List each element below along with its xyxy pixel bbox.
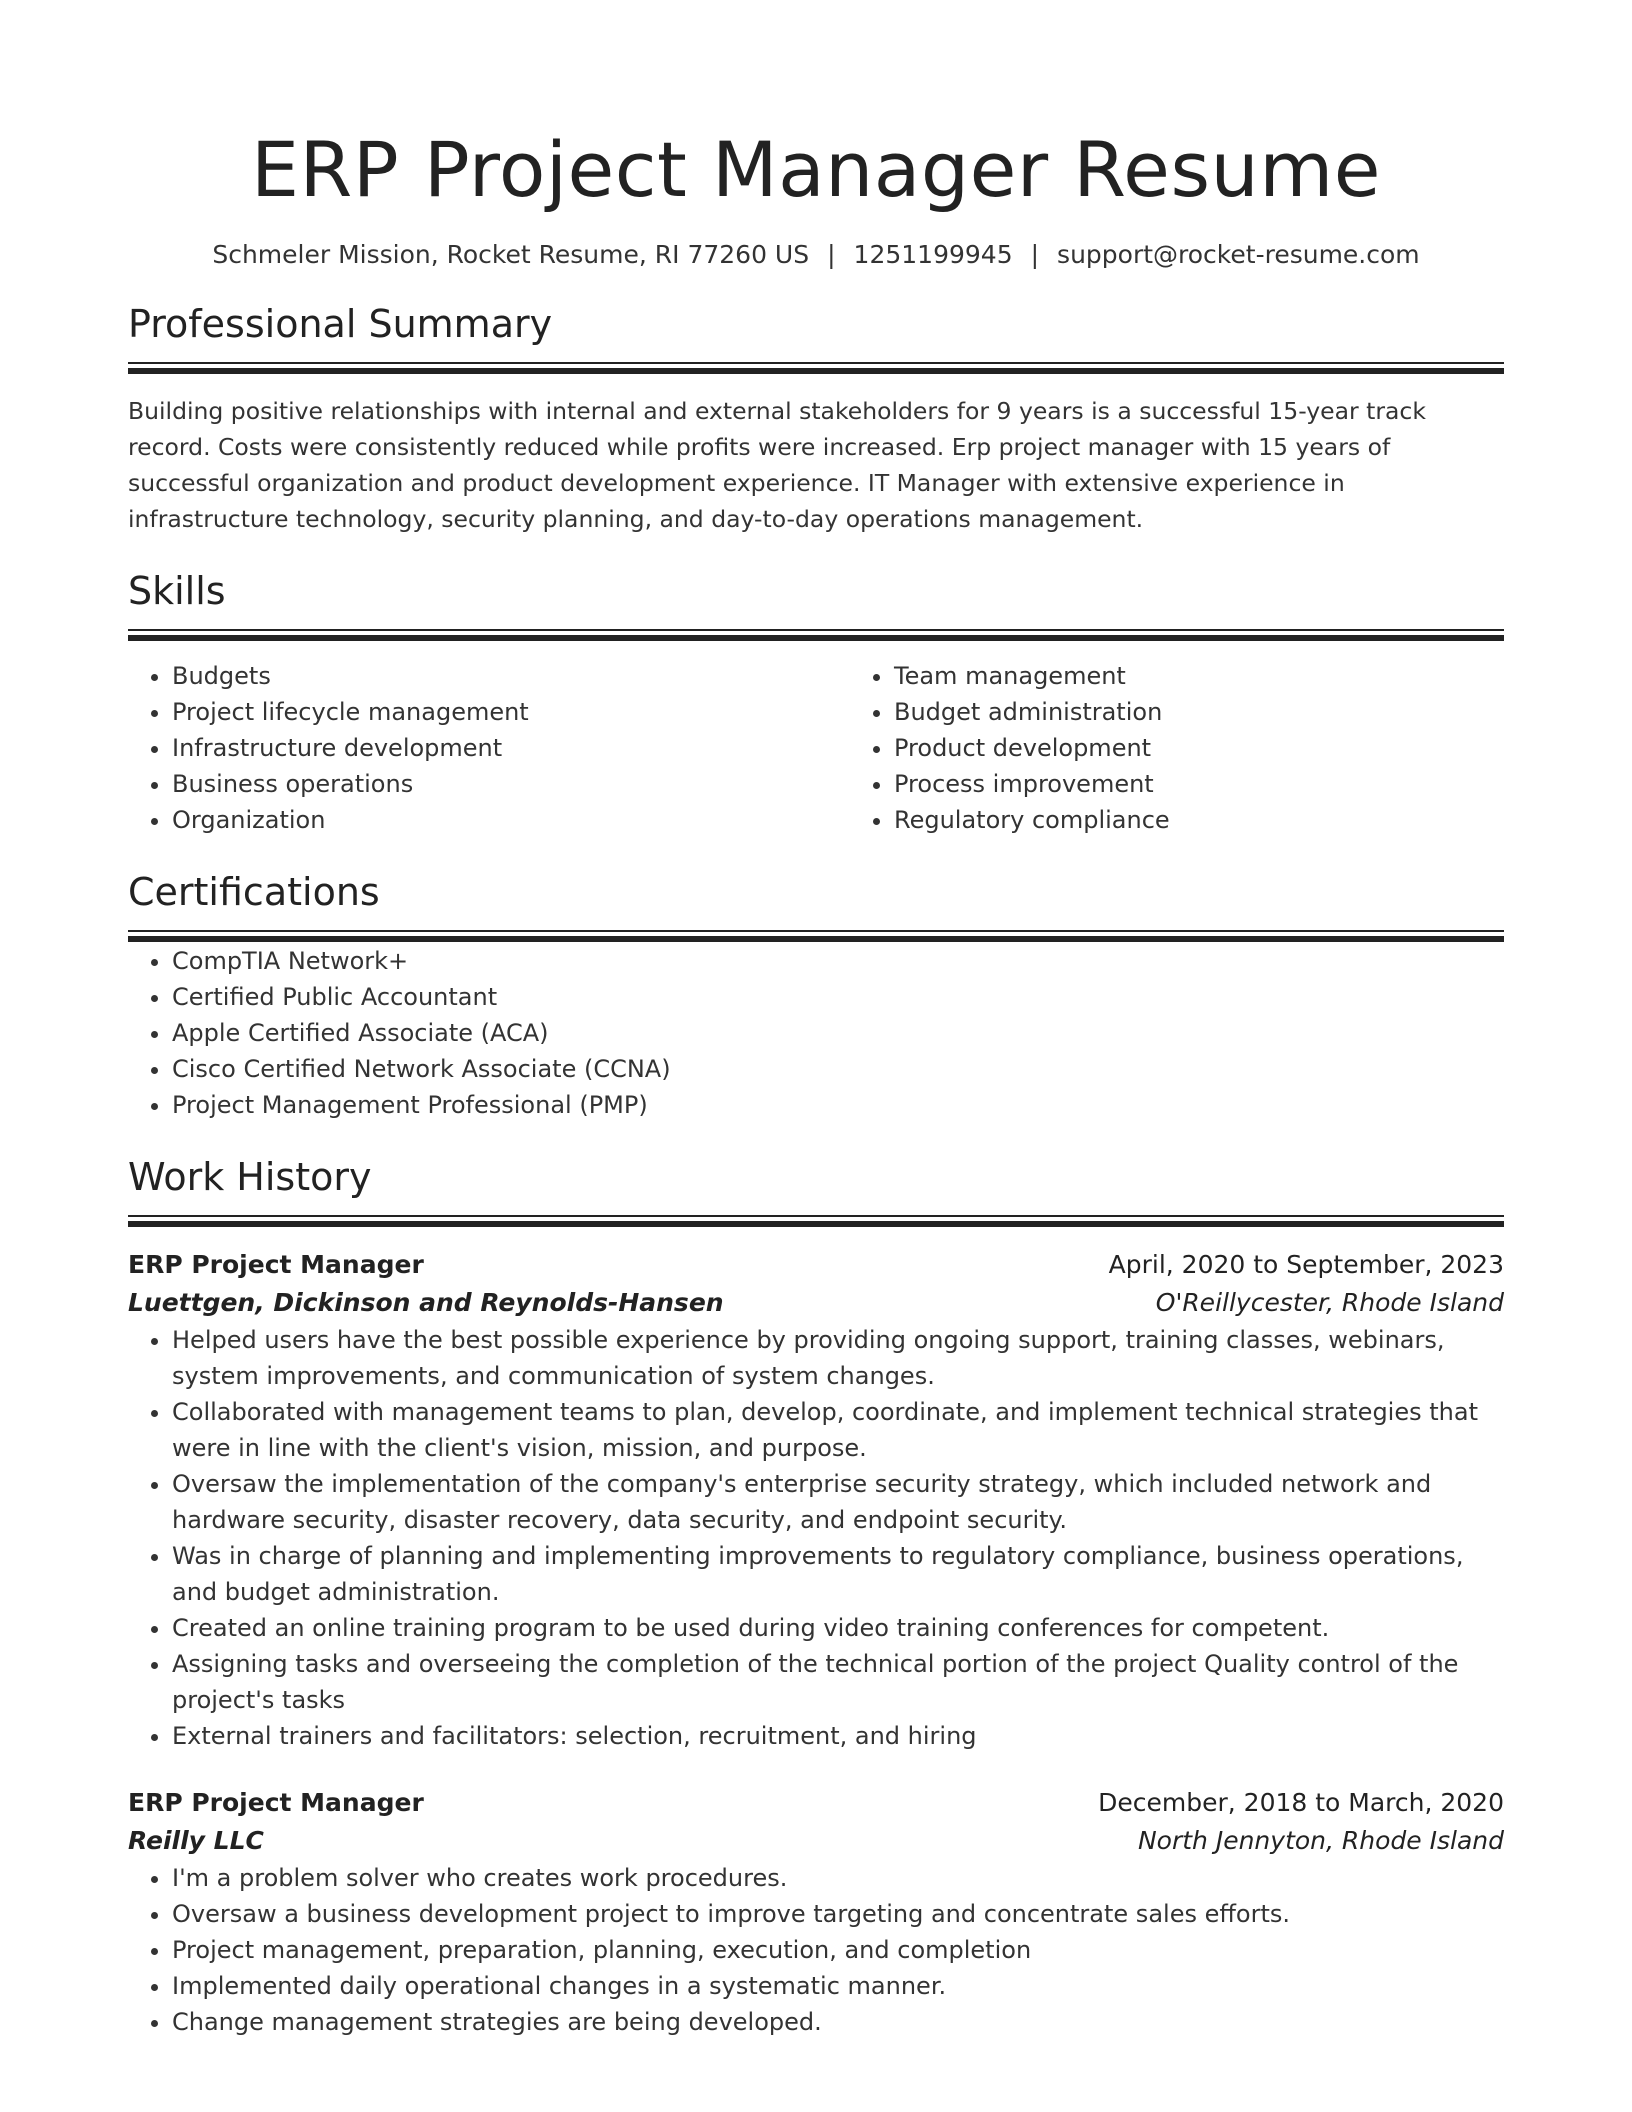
job-bullet: • Project management, preparation, planning, execution, and completion <box>172 1932 1504 1968</box>
skill-item: • Team management <box>894 658 1572 694</box>
certification-item: • Cisco Certified Network Associate (CCNA) <box>172 1051 1504 1087</box>
summary-heading: Professional Summary <box>128 302 553 346</box>
work-history-heading: Work History <box>128 1155 372 1199</box>
job-header-row <box>128 1246 1504 1284</box>
certification-item: • Apple Certified Associate (ACA) <box>172 1015 1504 1051</box>
certifications-heading: Certifications <box>128 870 380 914</box>
job-title: ERP Project Manager <box>128 1788 424 1817</box>
skill-item: • Organization <box>172 802 850 838</box>
section-divider <box>128 629 1504 642</box>
job-bullet: • I'm a problem solver who creates work procedures. <box>172 1860 1504 1896</box>
job-bullet: • Created an online training program to be used during video training conferences for competent. <box>172 1610 1504 1646</box>
contact-email[interactable]: support@rocket-resume.com <box>1057 240 1420 269</box>
job-subheader-row <box>128 1822 1504 1860</box>
job-title: ERP Project Manager <box>128 1250 424 1279</box>
job-subheader-row <box>128 1284 1504 1322</box>
section-divider <box>128 930 1504 943</box>
certification-item: • Certified Public Accountant <box>172 979 1504 1015</box>
resume-title: ERP Project Manager Resume <box>251 125 1381 214</box>
skill-item: • Regulatory compliance <box>894 802 1572 838</box>
contact-phone: 1251199945 <box>853 240 1013 269</box>
certifications-section <box>128 868 1504 1123</box>
skill-item: • Budgets <box>172 658 850 694</box>
job-bullet: • Assigning tasks and overseeing the completion of the technical portion of the project Quality control of the project's tasks <box>172 1646 1504 1718</box>
work-history-section <box>128 1153 1504 2040</box>
summary-text: Building positive relationships with internal and external stakeholders for 9 years is a successful 15-year track record. Costs were consistently reduced while profits were increased. Erp project manager with 15 years of successful organization and product development experience. IT Manager with extensive experience in infrastructure technology, security planning, and day-to-day operations management. <box>128 397 1426 533</box>
job-bullet-list <box>128 1860 1504 2040</box>
contact-address: Schmeler Mission, Rocket Resume, RI 77260 US <box>212 240 810 269</box>
contact-separator: | <box>1030 240 1040 269</box>
section-divider <box>128 362 1504 375</box>
job-location: O'Reillycester, Rhode Island <box>1155 1288 1504 1317</box>
certification-item: • Project Management Professional (PMP) <box>172 1087 1504 1123</box>
certifications-list <box>128 943 1504 1123</box>
skill-item: • Product development <box>894 730 1572 766</box>
skill-item: • Infrastructure development <box>172 730 850 766</box>
job-bullet: • External trainers and facilitators: selection, recruitment, and hiring <box>172 1718 1504 1754</box>
job-bullet: • Implemented daily operational changes in a systematic manner. <box>172 1968 1504 2004</box>
job-bullet: • Collaborated with management teams to plan, develop, coordinate, and implement technical strategies that were in line with the client's vision, mission, and purpose. <box>172 1394 1504 1466</box>
job-company: Luettgen, Dickinson and Reynolds-Hansen <box>128 1288 724 1317</box>
section-divider <box>128 1215 1504 1228</box>
skill-item: • Project lifecycle management <box>172 694 850 730</box>
skills-heading: Skills <box>128 569 226 613</box>
job-bullet: • Change management strategies are being developed. <box>172 2004 1504 2040</box>
job-header-row <box>128 1784 1504 1822</box>
job-entry <box>128 1784 1504 2040</box>
skills-left-list <box>128 658 850 838</box>
skills-grid <box>128 658 1504 838</box>
summary-section <box>128 300 1504 537</box>
job-bullet-list <box>128 1322 1504 1754</box>
skill-item: • Process improvement <box>894 766 1572 802</box>
contact-line <box>128 238 1504 272</box>
job-bullet: • Helped users have the best possible experience by providing ongoing support, training classes, webinars, system improvements, and communication of system changes. <box>172 1322 1504 1394</box>
job-bullet: • Oversaw a business development project to improve targeting and concentrate sales efforts. <box>172 1896 1504 1932</box>
job-entry <box>128 1246 1504 1754</box>
job-dates: December, 2018 to March, 2020 <box>1098 1788 1504 1817</box>
job-bullet: • Oversaw the implementation of the company's enterprise security strategy, which included network and hardware security, disaster recovery, data security, and endpoint security. <box>172 1466 1504 1538</box>
job-bullet: • Was in charge of planning and implementing improvements to regulatory compliance, business operations, and budget administration. <box>172 1538 1504 1610</box>
contact-separator: | <box>827 240 836 269</box>
skill-item: • Budget administration <box>894 694 1572 730</box>
skill-item: • Business operations <box>172 766 850 802</box>
certification-item: • CompTIA Network+ <box>172 943 1504 979</box>
job-company: Reilly LLC <box>128 1826 264 1855</box>
resume-page <box>128 0 1504 2040</box>
job-location: North Jennyton, Rhode Island <box>1137 1826 1504 1855</box>
skills-right-list <box>850 658 1572 838</box>
job-dates: April, 2020 to September, 2023 <box>1108 1250 1504 1279</box>
skills-section <box>128 567 1504 838</box>
